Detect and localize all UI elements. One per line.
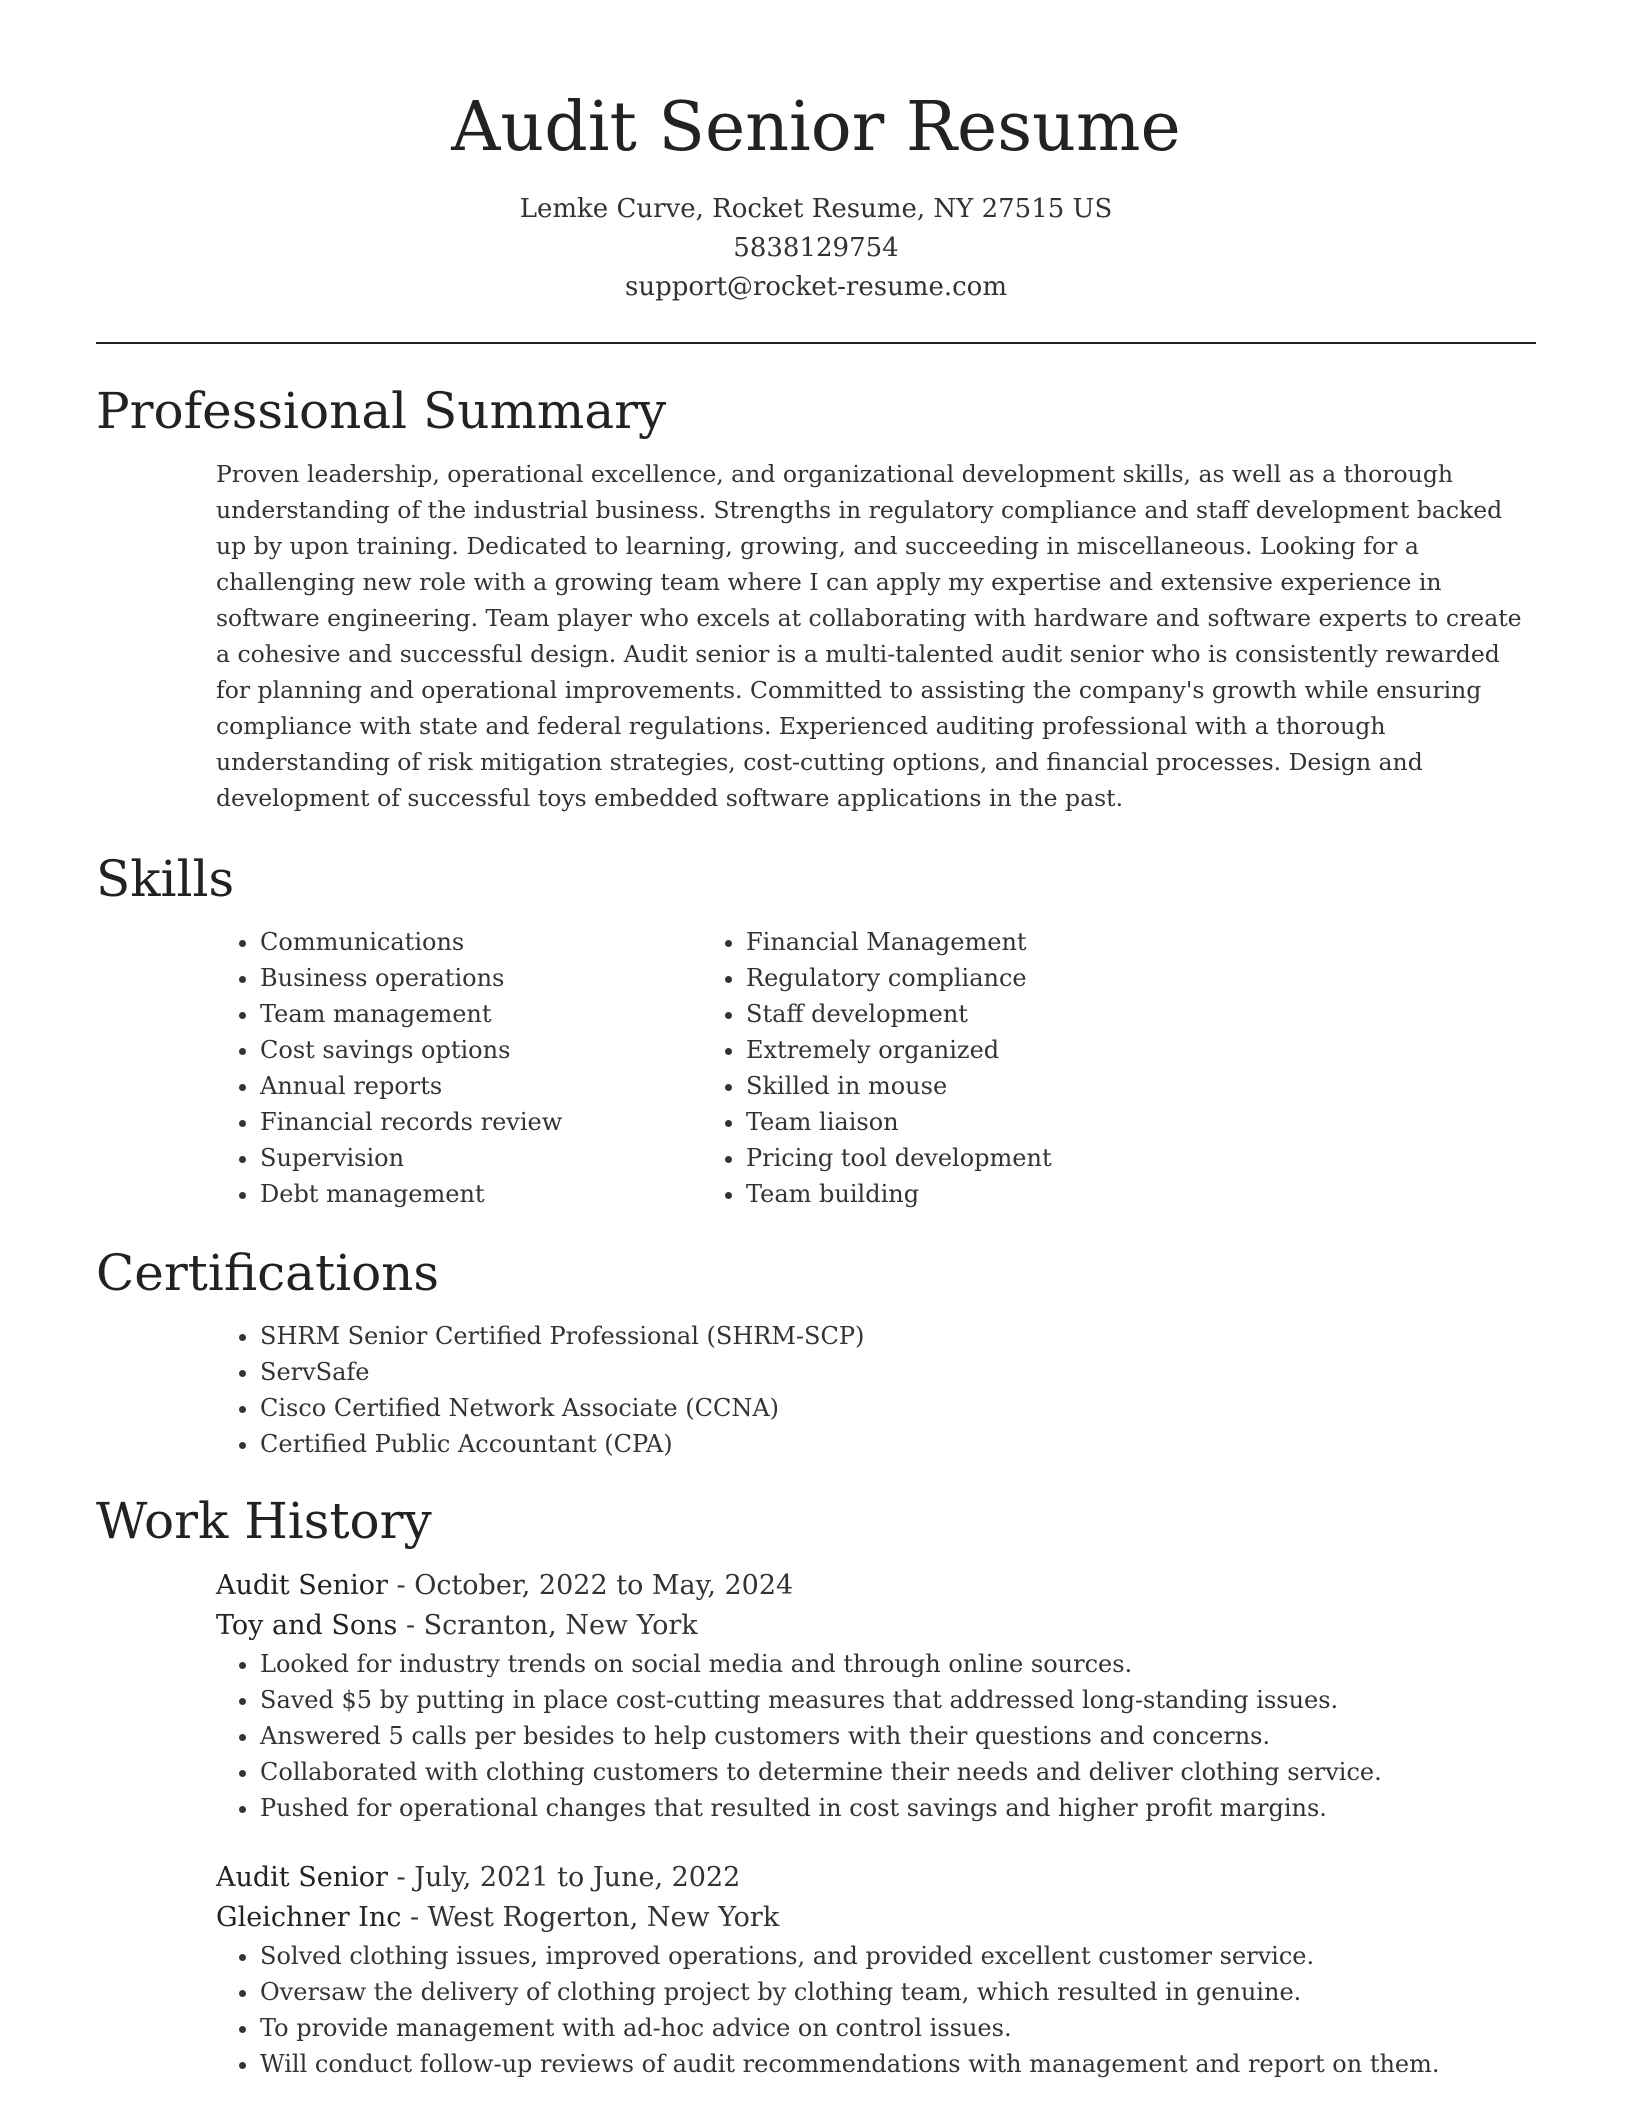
- skill-item: • Team liaison: [746, 1104, 1232, 1140]
- job-entry: [96, 1858, 1536, 2082]
- job-bullet-list: [96, 1646, 1536, 1826]
- certification-item: • ServSafe: [260, 1354, 1536, 1390]
- job-dates: - October, 2022 to May, 2024: [387, 1570, 794, 1601]
- skill-item: • Extremely organized: [746, 1032, 1232, 1068]
- skill-item: • Regulatory compliance: [746, 960, 1232, 996]
- certification-item: • Cisco Certified Network Associate (CCNA): [260, 1390, 1536, 1426]
- certifications-list: [96, 1318, 1536, 1462]
- skill-item: • Financial Management: [746, 924, 1232, 960]
- skills-list-right: [746, 924, 1232, 1212]
- certification-item: • Certified Public Accountant (CPA): [260, 1426, 1536, 1462]
- job-location: - Scranton, New York: [397, 1610, 698, 1641]
- job-bullet: • Pushed for operational changes that resulted in cost savings and higher profit margins.: [260, 1790, 1536, 1826]
- skills-columns: [96, 924, 1536, 1212]
- skill-item: • Team building: [746, 1176, 1232, 1212]
- skill-item: • Annual reports: [260, 1068, 746, 1104]
- skill-item: • Pricing tool development: [746, 1140, 1232, 1176]
- skill-item: • Team management: [260, 996, 746, 1032]
- job-bullet: • To provide management with ad-hoc advice on control issues.: [260, 2010, 1536, 2046]
- skill-item: • Cost savings options: [260, 1032, 746, 1068]
- skill-item: • Business operations: [260, 960, 746, 996]
- summary-text: Proven leadership, operational excellence, and organizational development skills, as well as a thorough understanding of the industrial business. Strengths in regulatory compliance and staff development backed up by upon training. Dedicated to learning, growing, and succeeding in miscellaneous. Looking for a challenging new role with a growing team where I can apply my expertise and extensive experience in software engineering. Team player who excels at collaborating with hardware and software experts to create a cohesive and successful design. Audit senior is a multi-talented audit senior who is consistently rewarded for planning and operational improvements. Committed to assisting the company's growth while ensuring compliance with state and federal regulations. Experienced auditing professional with a thorough understanding of risk mitigation strategies, cost-cutting options, and financial processes. Design and development of successful toys embedded software applications in the past.: [216, 460, 1522, 812]
- job-bullet-list: [96, 1938, 1536, 2082]
- job-entry: [96, 1566, 1536, 1826]
- header-divider: [96, 342, 1536, 344]
- certifications-heading: Certifications: [96, 1244, 440, 1302]
- skill-item: • Supervision: [260, 1140, 746, 1176]
- job-bullet: • Oversaw the delivery of clothing project by clothing team, which resulted in genuine.: [260, 1974, 1536, 2010]
- summary-section: [96, 380, 1536, 816]
- skills-list-left: [96, 924, 746, 1212]
- skill-item: • Communications: [260, 924, 746, 960]
- job-bullet: • Answered 5 calls per besides to help customers with their questions and concerns.: [260, 1718, 1536, 1754]
- job-company: Toy and Sons: [216, 1610, 398, 1641]
- skills-section: [96, 848, 1536, 1212]
- resume-header: [0, 84, 1632, 307]
- job-title: Audit Senior: [216, 1570, 388, 1601]
- skill-item: • Debt management: [260, 1176, 746, 1212]
- job-title-line: [216, 1566, 1536, 1606]
- job-bullet: • Solved clothing issues, improved operations, and provided excellent customer service.: [260, 1938, 1536, 1974]
- skill-item: • Financial records review: [260, 1104, 746, 1140]
- summary-heading: Professional Summary: [96, 382, 667, 440]
- job-company: Gleichner Inc: [216, 1902, 402, 1933]
- skills-heading: Skills: [96, 850, 235, 908]
- job-bullet: • Saved $5 by putting in place cost-cutting measures that addressed long-standing issues.: [260, 1682, 1536, 1718]
- job-title-line: [216, 1858, 1536, 1898]
- job-company-line: [216, 1898, 1536, 1938]
- skill-item: • Staff development: [746, 996, 1232, 1032]
- job-dates: - July, 2021 to June, 2022: [387, 1862, 741, 1893]
- job-title: Audit Senior: [216, 1862, 388, 1893]
- job-bullet: • Collaborated with clothing customers to determine their needs and deliver clothing service.: [260, 1754, 1536, 1790]
- job-bullet: • Will conduct follow-up reviews of audit recommendations with management and report on them.: [260, 2046, 1536, 2082]
- job-company-line: [216, 1606, 1536, 1646]
- work-history-section: [96, 1490, 1536, 2082]
- skill-item: • Skilled in mouse: [746, 1068, 1232, 1104]
- job-location: - West Rogerton, New York: [401, 1902, 780, 1933]
- certification-item: • SHRM Senior Certified Professional (SHRM-SCP): [260, 1318, 1536, 1354]
- work-history-heading: Work History: [96, 1492, 432, 1550]
- contact-email: support@rocket-resume.com: [624, 272, 1007, 302]
- certifications-section: [96, 1242, 1536, 1462]
- job-bullet: • Looked for industry trends on social media and through online sources.: [260, 1646, 1536, 1682]
- contact-address: Lemke Curve, Rocket Resume, NY 27515 US: [519, 194, 1113, 224]
- contact-phone: 5838129754: [733, 233, 899, 263]
- resume-title: Audit Senior Resume: [451, 88, 1181, 167]
